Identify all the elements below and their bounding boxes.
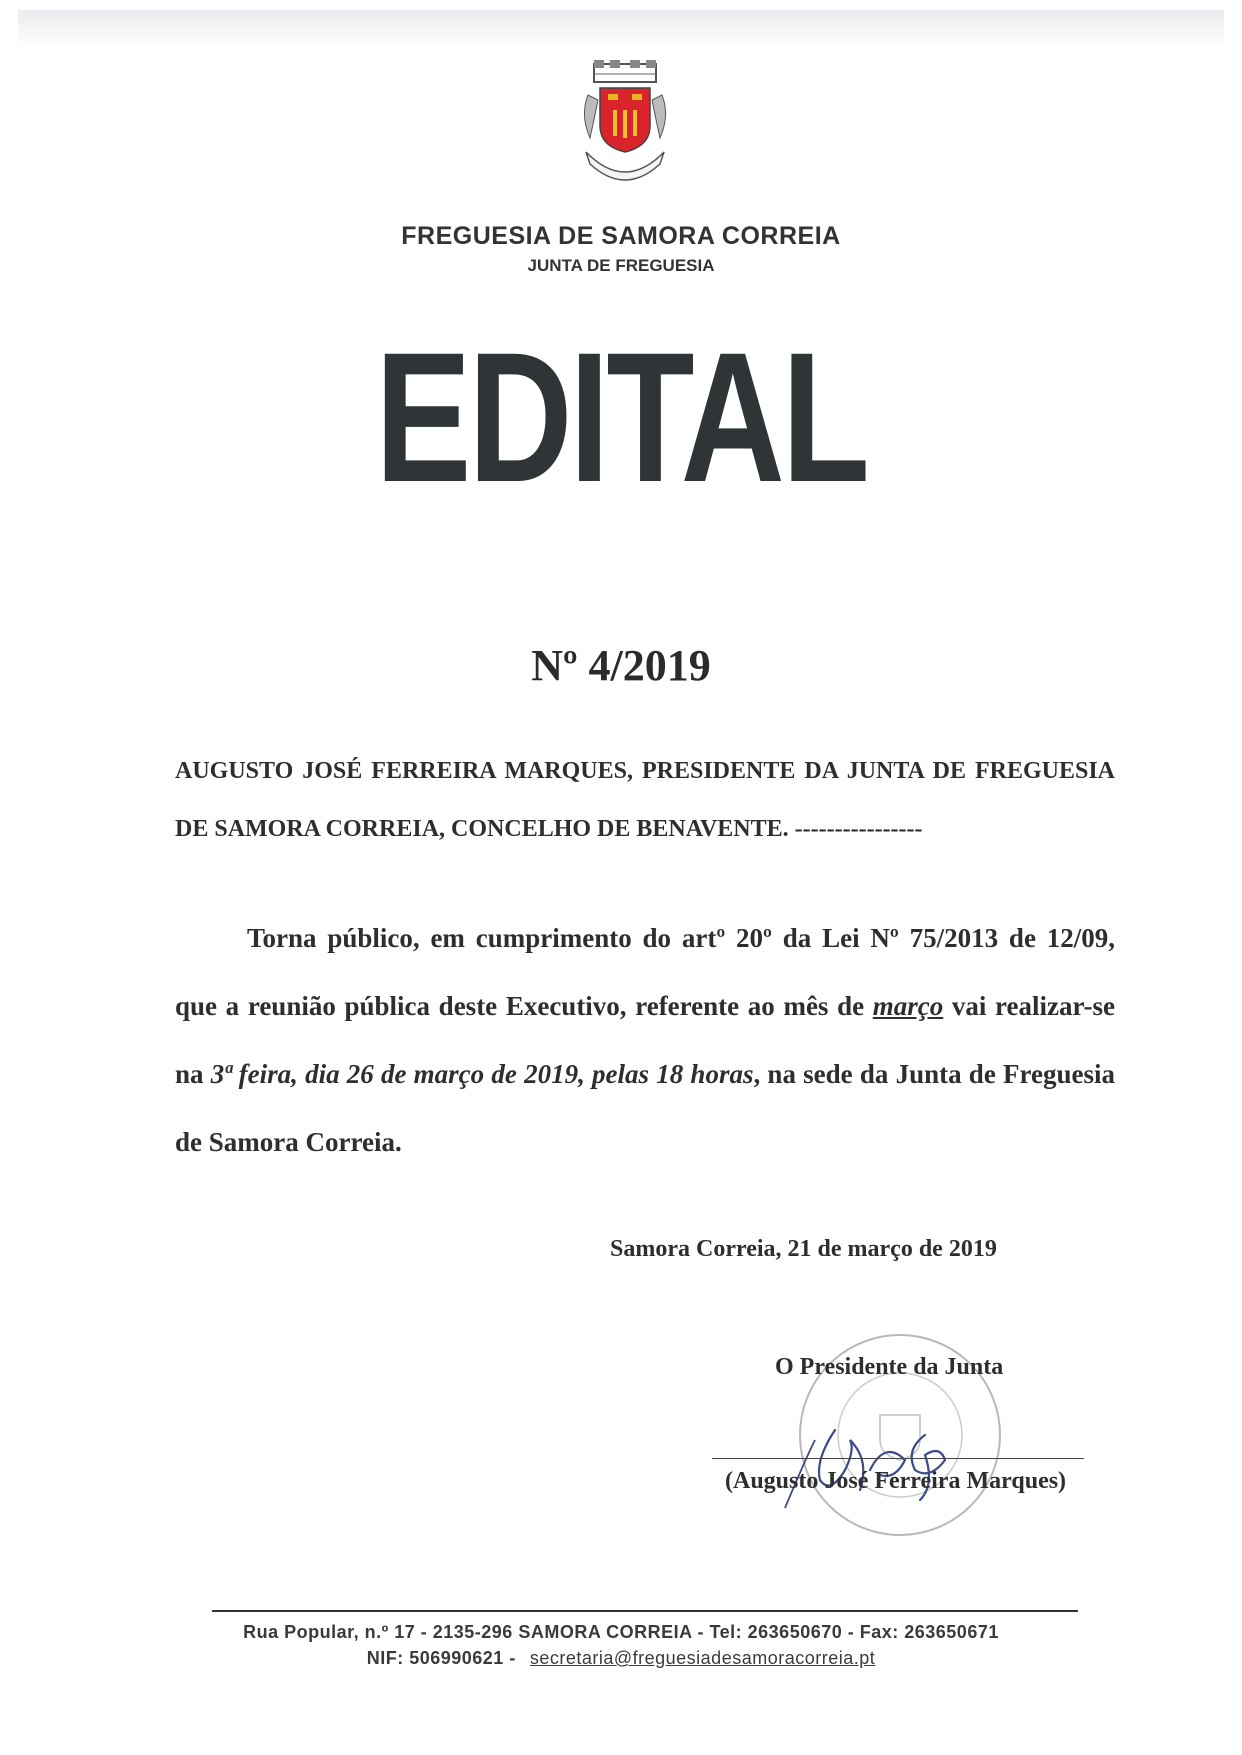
body-paragraph bbox=[175, 904, 1115, 1176]
signatory-role: O Presidente da Junta bbox=[775, 1354, 1004, 1380]
signatory-name: (Augusto José Ferreira Marques) bbox=[725, 1468, 1067, 1494]
footer-contact bbox=[0, 1648, 1242, 1669]
footer-address: Rua Popular, n.º 17 - 2135-296 SAMORA CORREIA - Tel: 263650670 - Fax: 263650671 bbox=[243, 1622, 999, 1642]
organization-subtitle: JUNTA DE FREGUESIA bbox=[527, 256, 715, 275]
samora-correia-coat-of-arms-icon bbox=[580, 60, 670, 190]
footer-divider bbox=[212, 1610, 1078, 1612]
document-title: EDITAL bbox=[375, 315, 867, 521]
organization-name: FREGUESIA DE SAMORA CORREIA bbox=[401, 222, 841, 250]
body-text-part1: Torna público, em cumprimento do artº 20º da Lei Nº 75/2013 de 12/09, que a reunião pública deste Executivo, referente ao mês de bbox=[175, 923, 1115, 1021]
body-date-phrase: 3ª feira, dia 26 de março de 2019, pelas 18 horas bbox=[210, 1059, 754, 1089]
footer-email-link[interactable]: secretaria@freguesiadesamoracorreia.pt bbox=[529, 1648, 876, 1668]
edital-number: Nº 4/2019 bbox=[531, 641, 711, 690]
signature-line bbox=[712, 1458, 1084, 1459]
place-and-date: Samora Correia, 21 de março de 2019 bbox=[610, 1236, 997, 1262]
scan-shadow bbox=[18, 10, 1224, 50]
footer-nif: NIF: 506990621 - bbox=[366, 1648, 516, 1668]
body-text-part2: vai realizar-se na bbox=[175, 991, 1115, 1089]
body-month: março bbox=[872, 991, 944, 1021]
body-text-part3: , na sede da Junta de Freguesia de Samora Correia. bbox=[175, 1059, 1115, 1157]
preamble: AUGUSTO JOSÉ FERREIRA MARQUES, PRESIDENTE DA JUNTA DE FREGUESIA DE SAMORA CORREIA, CONCELHO DE BENAVENTE. ---------------- bbox=[175, 758, 1115, 842]
